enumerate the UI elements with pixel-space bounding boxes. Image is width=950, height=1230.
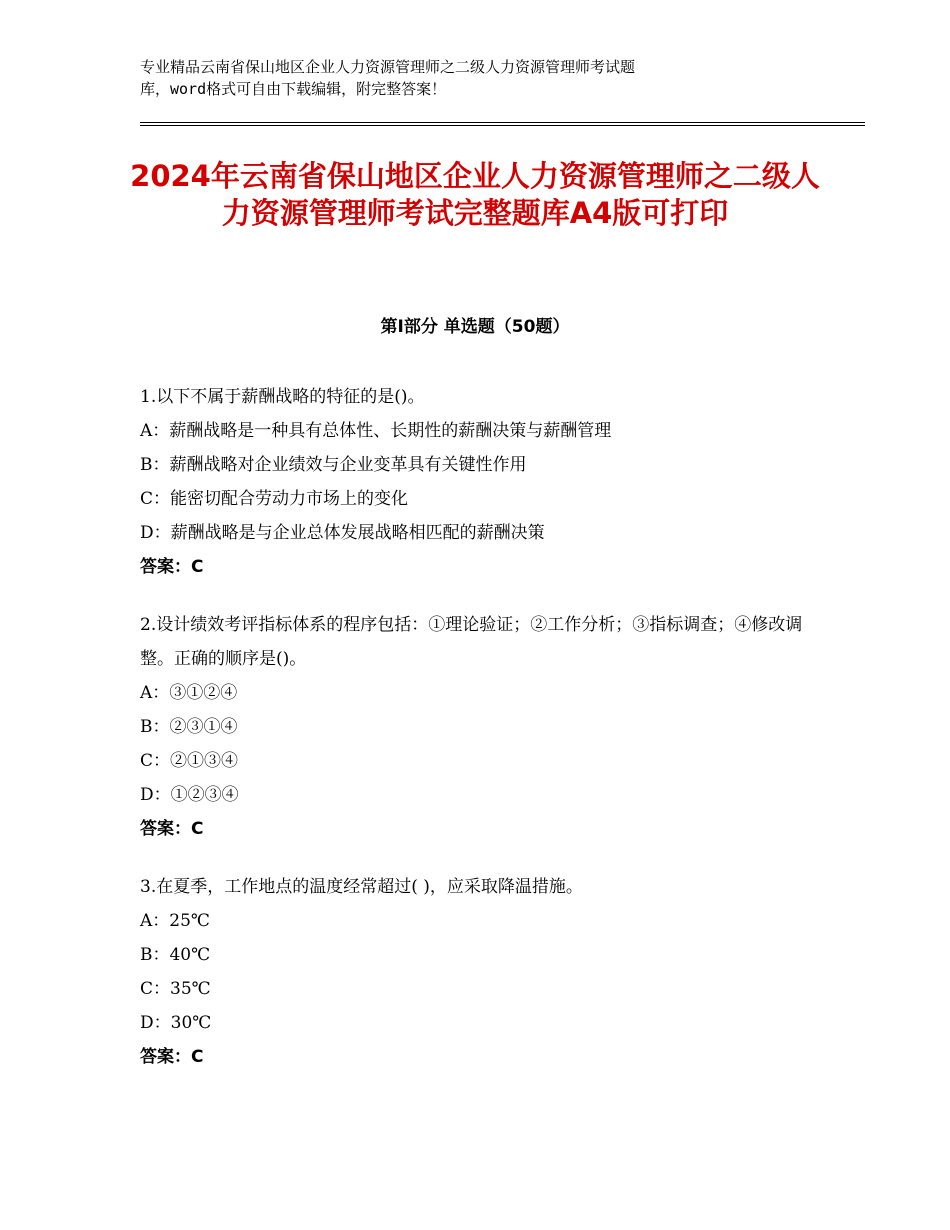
answer-label: 答案：C [140,557,204,577]
question-stem: 2.设计绩效考评指标体系的程序包括：①理论验证；②工作分析；③指标调查；④修改调整。正确的顺序是()。 [140,615,803,669]
header-note-line-1: 专业精品云南省保山地区企业人力资源管理师之二级人力资源管理师考试题 [140,58,636,76]
header-divider-top [140,122,865,123]
question-list [140,380,820,1098]
option-d: D：薪酬战略是与企业总体发展战略相匹配的薪酬决策 [140,523,545,543]
header-divider-bottom [140,125,865,126]
option-a: A：薪酬战略是一种具有总体性、长期性的薪酬决策与薪酬管理 [140,421,612,441]
header-note [140,56,800,100]
option-d: D：①②③④ [140,785,239,805]
option-c: C：35℃ [140,979,211,999]
option-b: B：②③①④ [140,717,238,737]
option-b: B：薪酬战略对企业绩效与企业变革具有关键性作用 [140,455,527,475]
header-note-line-2: 库，word格式可自由下载编辑，附完整答案！ [140,80,447,98]
option-c: C：能密切配合劳动力市场上的变化 [140,489,409,509]
answer-label: 答案：C [140,1047,204,1067]
question-3 [140,870,820,1074]
question-stem: 1.以下不属于薪酬战略的特征的是()。 [140,387,425,407]
document-title: 2024年云南省保山地区企业人力资源管理师之二级人力资源管理师考试完整题库A4版可打印 [130,159,820,230]
question-stem: 3.在夏季，工作地点的温度经常超过( )，应采取降温措施。 [140,877,583,897]
section-title: 第Ⅰ部分 单选题（50题） [380,317,570,337]
option-a: A：25℃ [140,911,210,931]
question-1 [140,380,820,584]
question-2 [140,608,820,846]
option-d: D：30℃ [140,1013,212,1033]
answer-label: 答案：C [140,819,204,839]
option-c: C：②①③④ [140,751,239,771]
option-a: A：③①②④ [140,683,238,703]
option-b: B：40℃ [140,945,211,965]
